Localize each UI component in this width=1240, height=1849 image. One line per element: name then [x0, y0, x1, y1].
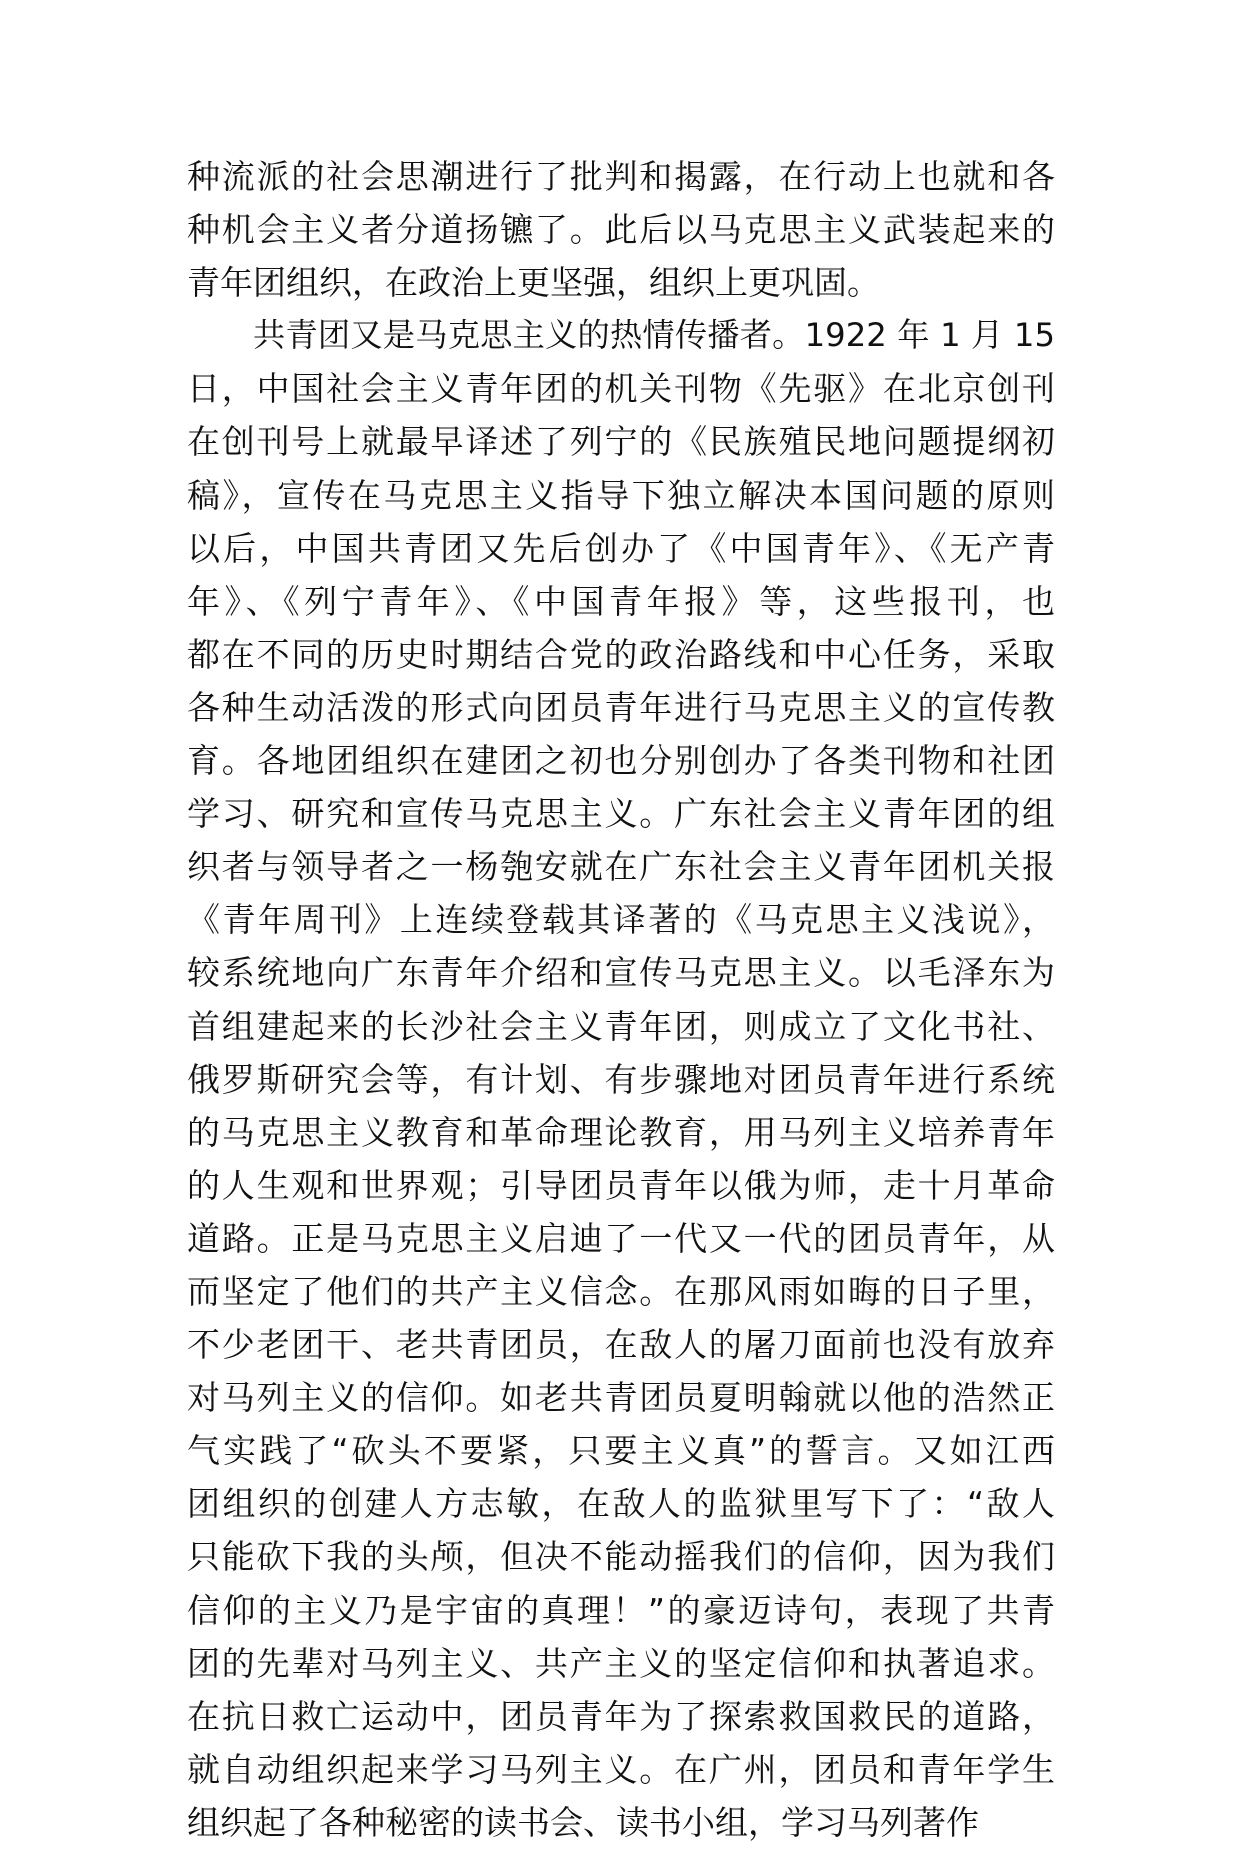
text-line: 都在不同的历史时期结合党的政治路线和中心任务，采取	[187, 634, 1055, 674]
body-text	[187, 150, 1055, 1849]
text-line: 日，中国社会主义青年团的机关刊物《先驱》在北京创刊	[187, 369, 1055, 409]
text-line: 而坚定了他们的共产主义信念。在那风雨如晦的日子里，	[187, 1271, 1055, 1311]
text-line: 气实践了“砍头不要紧，只要主义真”的誓言。又如江西	[187, 1431, 1055, 1471]
text-line: 稿》，宣传在马克思主义指导下独立解决本国问题的原则	[187, 475, 1055, 515]
text-line: 年》、《列宁青年》、《中国青年报》等，这些报刊，也	[187, 581, 1055, 621]
text-line: 种流派的社会思潮进行了批判和揭露，在行动上也就和各	[187, 157, 1055, 196]
text-line: 青年团组织，在政治上更坚强，组织上更巩固。	[187, 263, 880, 303]
text-line: 《青年周刊》上连续登载其译著的《马克思主义浅说》，	[187, 900, 1055, 940]
text-line: 较系统地向广东青年介绍和宣传马克思主义。以毛泽东为	[187, 953, 1055, 993]
text-line: 团组织的创建人方志敏，在敌人的监狱里写下了：“敌人	[187, 1484, 1055, 1524]
text-line: 在抗日救亡运动中，团员青年为了探索救国救民的道路，	[187, 1696, 1055, 1736]
text-line: 不少老团干、老共青团员，在敌人的屠刀面前也没有放弃	[187, 1325, 1055, 1365]
text-line: 种机会主义者分道扬镳了。此后以马克思主义武装起来的	[187, 210, 1055, 250]
text-line: 织者与领导者之一杨匏安就在广东社会主义青年团机关报	[187, 847, 1055, 887]
text-line: 对马列主义的信仰。如老共青团员夏明翰就以他的浩然正	[187, 1378, 1055, 1418]
text-line: 团的先辈对马列主义、共产主义的坚定信仰和执著追求。	[187, 1643, 1055, 1683]
text-line: 各种生动活泼的形式向团员青年进行马克思主义的宣传教	[187, 687, 1055, 727]
text-line: 就自动组织起来学习马列主义。在广州，团员和青年学生	[187, 1749, 1055, 1789]
text-line: 的人生观和世界观；引导团员青年以俄为师，走十月革命	[187, 1165, 1055, 1205]
text-line: 以后，中国共青团又先后创办了《中国青年》、《无产青	[187, 528, 1055, 568]
text-line: 道路。正是马克思主义启迪了一代又一代的团员青年，从	[187, 1218, 1055, 1258]
text-line: 只能砍下我的头颅，但决不能动摇我们的信仰，因为我们	[187, 1537, 1055, 1577]
text-line: 俄罗斯研究会等，有计划、有步骤地对团员青年进行系统	[187, 1059, 1055, 1099]
text-line: 育。各地团组织在建团之初也分别创办了各类刊物和社团	[187, 741, 1055, 781]
text-line: 组织起了各种秘密的读书会、读书小组，学习马列著作	[187, 1802, 979, 1842]
text-line: 的马克思主义教育和革命理论教育，用马列主义培养青年	[187, 1112, 1055, 1152]
text-line: 信仰的主义乃是宇宙的真理！”的豪迈诗句，表现了共青	[187, 1590, 1055, 1630]
text-line: 学习、研究和宣传马克思主义。广东社会主义青年团的组	[187, 794, 1055, 834]
paragraph-start-line: 共青团又是马克思主义的热情传播者。1922 年 1 月 15	[253, 316, 1055, 355]
text-line: 首组建起来的长沙社会主义青年团，则成立了文化书社、	[187, 1006, 1055, 1046]
text-line: 在创刊号上就最早译述了列宁的《民族殖民地问题提纲初	[187, 422, 1055, 462]
